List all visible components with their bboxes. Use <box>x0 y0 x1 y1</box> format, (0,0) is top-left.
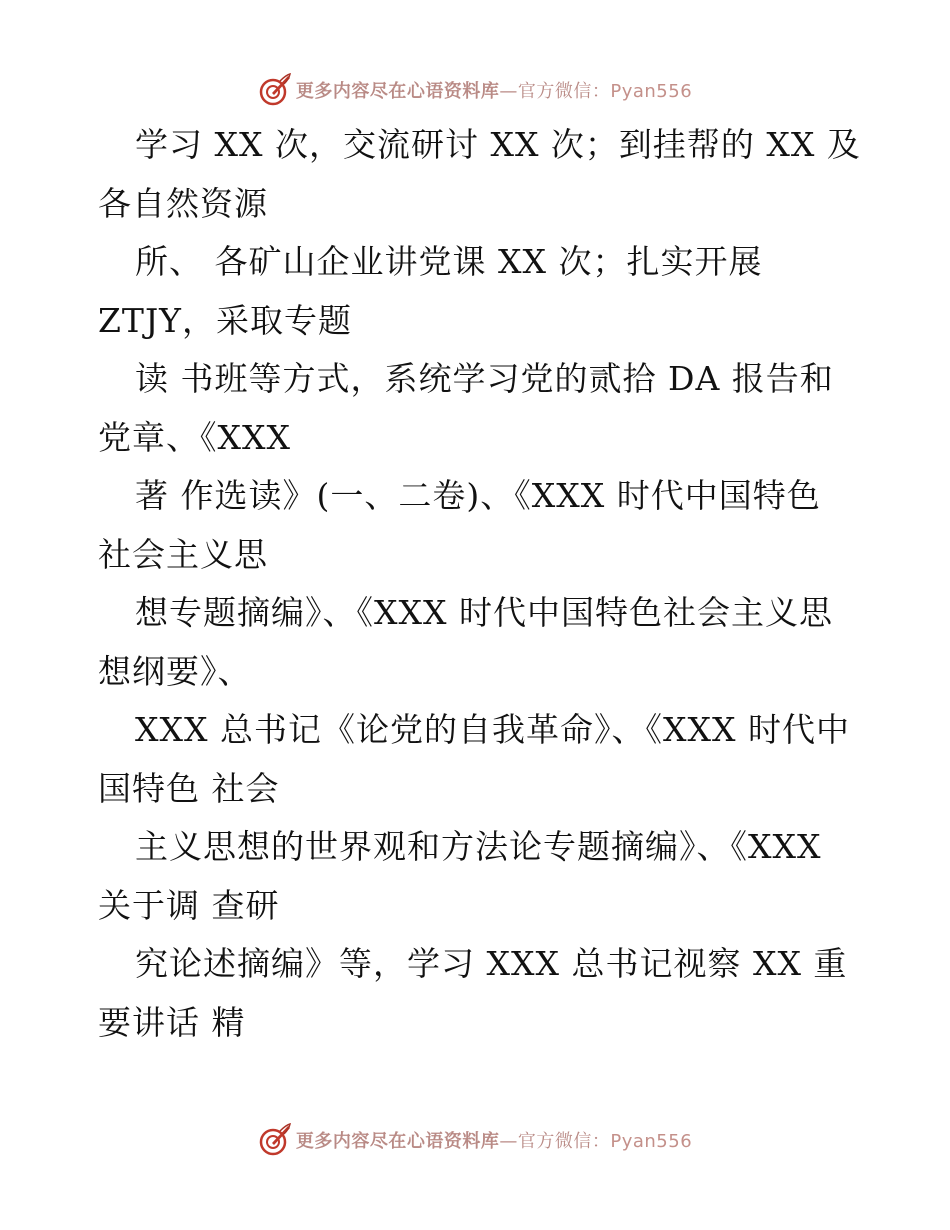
footer-wechat-id: Pyan556 <box>610 1131 693 1152</box>
text-line-7: 著 作选读》(一、二卷)、《XXX 时代中国特色 <box>135 476 821 515</box>
header-wechat-label: 官方微信： <box>517 81 611 102</box>
header-wechat-id: Pyan556 <box>610 81 693 102</box>
text-line-3: 所、 各矿山企业讲党课 XX 次；扎实开展 <box>135 242 763 281</box>
quill-logo-icon <box>258 1123 292 1157</box>
text-line-2: 各自然资源 <box>98 183 268 223</box>
text-line-10: 想纲要》、 <box>98 651 252 691</box>
text-line-15: 究论述摘编》等，学习 XXX 总书记视察 XX 重 <box>135 944 848 983</box>
footer-site-name: 更多内容尽在心语资料库 <box>295 1131 500 1152</box>
text-line-16: 要讲话 精 <box>98 1002 246 1042</box>
text-line-14: 关于调 查研 <box>98 885 280 925</box>
text-line-5: 读 书班等方式，系统学习党的贰拾 DA 报告和 <box>135 359 834 398</box>
text-line-9: 想专题摘编》、《XXX 时代中国特色社会主义思 <box>135 593 833 632</box>
text-line-8: 社会主义思 <box>98 534 268 574</box>
header-site-name: 更多内容尽在心语资料库 <box>295 81 500 102</box>
text-line-6: 党章、《XXX <box>98 417 291 457</box>
document-body <box>98 116 861 1052</box>
text-line-11: XXX 总书记《论党的自我革命》、《XXX 时代中 <box>135 710 850 749</box>
footer-wechat-label: 官方微信： <box>517 1131 611 1152</box>
quill-logo-icon <box>258 73 292 107</box>
text-line-12: 国特色 社会 <box>98 768 280 808</box>
footer-watermark <box>0 1120 950 1160</box>
text-line-13: 主义思想的世界观和方法论专题摘编》、《XXX <box>135 827 822 866</box>
text-line-4: ZTJY，采取专题 <box>98 300 352 340</box>
footer-dash: — <box>499 1131 518 1152</box>
header-watermark <box>0 70 950 110</box>
text-line-1: 学习 XX 次，交流研讨 XX 次；到挂帮的 XX 及 <box>135 125 861 164</box>
header-dash: — <box>499 81 518 102</box>
